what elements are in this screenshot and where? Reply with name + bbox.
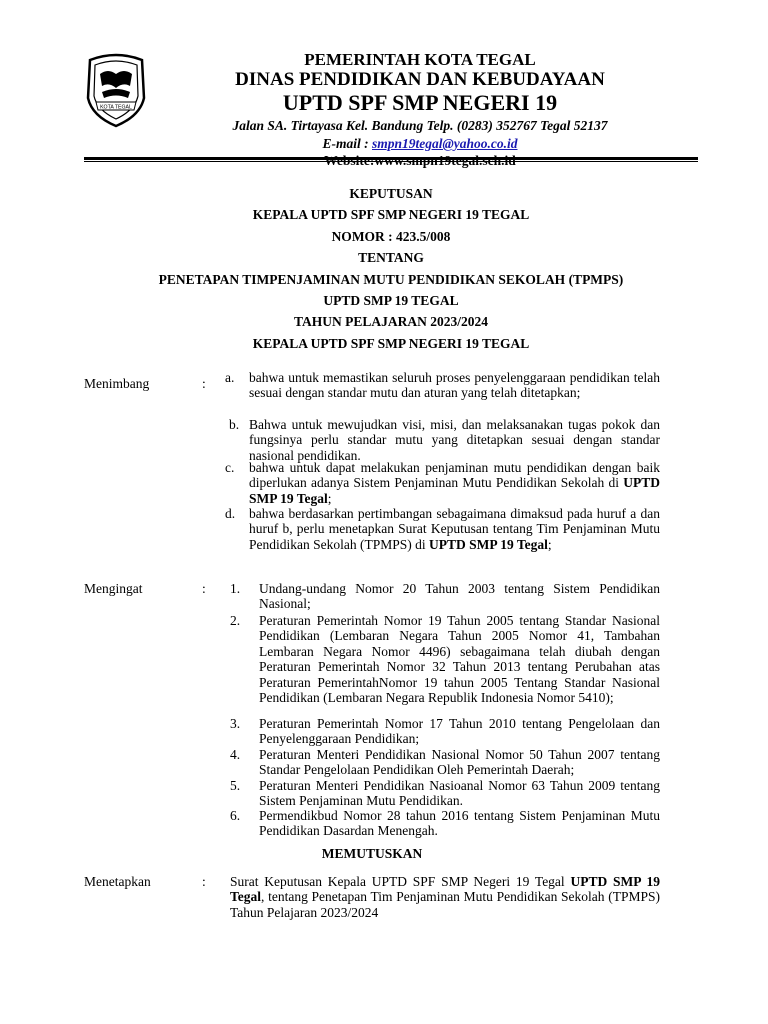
item-text: Peraturan Menteri Pendidikan Nasional Nomor 50 Tahun 2007 tentang Standar Pengelolaan Pendidikan Oleh Pemerintah Daerah; (259, 747, 660, 778)
menetapkan-label: Menetapkan (84, 874, 151, 889)
item-text: Bahwa untuk mewujudkan visi, misi, dan melaksanakan tugas pokok dan fungsinya perlu standar mutu yang ditetapkan sesuai dengan standar nasional pendidikan. (249, 417, 660, 463)
menimbang-colon: : (202, 376, 206, 391)
title-kepala: KEPALA UPTD SPF SMP NEGERI 19 TEGAL (252, 207, 530, 223)
title-tentang: TENTANG (358, 250, 424, 266)
item-marker: d. (225, 506, 236, 521)
letterhead (160, 50, 680, 169)
title-issuer: KEPALA UPTD SPF SMP NEGERI 19 TEGAL (252, 335, 530, 351)
menetapkan-colon: : (202, 874, 206, 889)
title-nomor: NOMOR : 423.5/008 (331, 228, 451, 244)
letterhead-line3: UPTD SPF SMP NEGERI 19 (282, 90, 558, 115)
letterhead-divider-thin (84, 161, 698, 162)
memutuskan-heading: MEMUTUSKAN (321, 846, 423, 861)
item-text: Peraturan Pemerintah Nomor 17 Tahun 2010 tentang Pengelolaan dan Penyelenggaraan Pendidikan; (259, 716, 660, 747)
item-text: bahwa untuk memastikan seluruh proses penyelenggaraan pendidikan telah sesuai dengan standar mutu dan aturan yang telah ditetapkan; (249, 370, 660, 401)
title-subject: PENETAPAN TIMPENJAMINAN MUTU PENDIDIKAN SEKOLAH (TPMPS) (158, 271, 624, 287)
decree-title-block (84, 183, 698, 354)
item-text: Undang-undang Nomor 20 Tahun 2003 tentang Sistem Pendidikan Nasional; (259, 581, 660, 612)
letterhead-line2: DINAS PENDIDIKAN DAN KEBUDAYAAN (235, 69, 605, 90)
title-year: TAHUN PELAJARAN 2023/2024 (293, 314, 488, 330)
item-text: bahwa untuk dapat melakukan penjaminan mutu pendidikan dengan baik diperlukan adanya Sistem Penjaminan Mutu Pendidikan Sekolah di UPTD SMP 19 Tegal; (249, 460, 660, 506)
menetapkan-text: Surat Keputusan Kepala UPTD SPF SMP Negeri 19 Tegal UPTD SMP 19 Tegal, tentang Penetapan Tim Penjaminan Mutu Pendidikan Sekolah (TPMPS) Tahun Pelajaran 2023/2024 (230, 874, 660, 920)
item-text: Peraturan Pemerintah Nomor 19 Tahun 2005 tentang Standar Nasional Pendidikan (Lembaran Negara Tahun 2005 Nomor 41, Tambahan Lembaran Negara Nomor 4496) sebagaimana telah diubah dengan Peraturan Pemerintah Nomor 32 Tahun 2013 tentang Perubahan atas Peraturan PemerintahNomor 19 tahun 2005 Tentang Standar Nasional Pendidikan (Lembaran Negara Republik Indonesia Nomor 5410); (259, 613, 660, 706)
item-marker: 3. (230, 716, 241, 731)
mengingat-label: Mengingat (84, 581, 143, 596)
item-text: bahwa berdasarkan pertimbangan sebagaimana dimaksud pada huruf a dan huruf b, perlu menetapkan Surat Keputusan tentang Tim Penjaminan Mutu Pendidikan Sekolah (TPMPS) di UPTD SMP 19 Tegal; (249, 506, 660, 552)
item-marker: a. (225, 370, 235, 385)
school-name-bold: UPTD SMP 19 Tegal (249, 475, 660, 506)
item-marker: 2. (230, 613, 241, 628)
email-link[interactable]: smpn19tegal@yahoo.co.id (372, 136, 518, 151)
item-marker: 4. (230, 747, 241, 762)
item-marker: 1. (230, 581, 241, 596)
item-marker: c. (225, 460, 235, 475)
school-name-bold: UPTD SMP 19 Tegal (429, 536, 548, 552)
city-emblem-logo (80, 52, 152, 128)
letterhead-divider-thick (84, 157, 698, 160)
item-text: Peraturan Menteri Pendidikan Nasioanal Nomor 63 Tahun 2009 tentang Sistem Penjaminan Mutu Pendidikan. (259, 778, 660, 809)
title-school: UPTD SMP 19 TEGAL (323, 293, 459, 309)
mengingat-colon: : (202, 581, 206, 596)
item-marker: b. (229, 417, 240, 432)
item-text: Permendikbud Nomor 28 tahun 2016 tentang Sistem Penjaminan Mutu Pendidikan Dasardan Menengah. (259, 808, 660, 839)
school-name-bold: UPTD SMP 19 Tegal (230, 874, 660, 905)
item-marker: 5. (230, 778, 241, 793)
email-label: E-mail : (322, 136, 372, 151)
letterhead-line1: PEMERINTAH KOTA TEGAL (304, 50, 536, 69)
logo-text: KOTA TEGAL (100, 104, 132, 111)
letterhead-email-line (160, 135, 680, 152)
letterhead-address: Jalan SA. Tirtayasa Kel. Bandung Telp. (0283) 352767 Tegal 52137 (232, 118, 608, 133)
item-marker: 6. (230, 808, 241, 823)
title-keputusan: KEPUTUSAN (349, 186, 433, 201)
menimbang-label: Menimbang (84, 376, 150, 391)
